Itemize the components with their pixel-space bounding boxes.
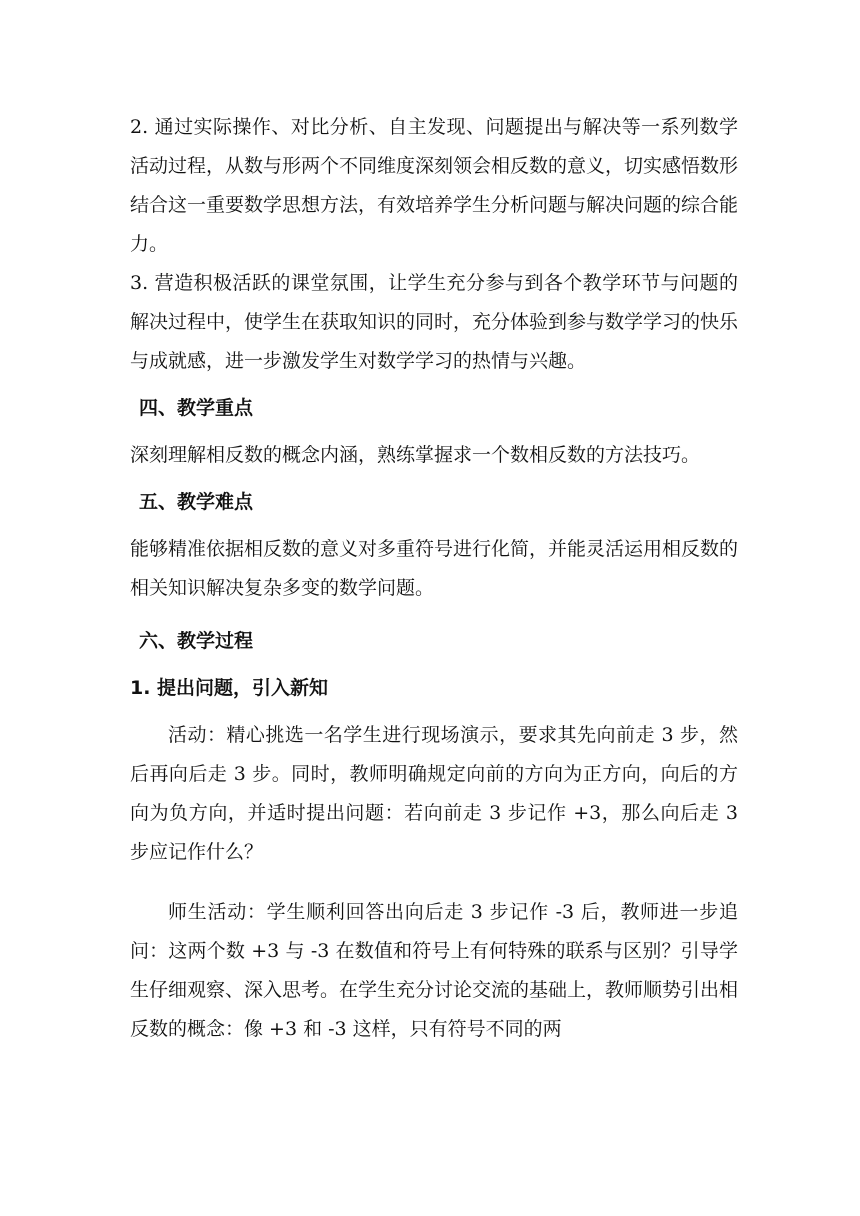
- section-heading-key-points: 四、教学重点: [139, 397, 254, 419]
- key-points-text: 深刻理解相反数的概念内涵，熟练掌握求一个数相反数的方法技巧。: [130, 444, 701, 466]
- document-page: [130, 108, 738, 1049]
- teacher-student-paragraph: 师生活动：学生顺利回答出向后走 3 步记作 -3 后，教师进一步追问：这两个数 +3 与 -3 在数值和符号上有何特殊的联系与区别？引导学生仔细观察、深入思考。在学生充分讨论交流的基础上，教师顺势引出相反数的概念：像 +3 和 -3 这样，只有符号不同的两: [130, 901, 739, 1040]
- subsection-heading-step1: 1. 提出问题，引入新知: [130, 677, 329, 699]
- section-heading-difficulties: 五、教学难点: [139, 491, 254, 513]
- section-heading-process: 六、教学过程: [139, 630, 254, 652]
- difficulties-text: 能够精准依据相反数的意义对多重符号进行化简，并能灵活运用相反数的相关知识解决复杂多变的数学问题。: [130, 538, 739, 599]
- goal-item-2: 2. 通过实际操作、对比分析、自主发现、问题提出与解决等一系列数学活动过程，从数与形两个不同维度深刻领会相反数的意义，切实感悟数形结合这一重要数学思想方法，有效培养学生分析问题与解决问题的综合能力。: [130, 116, 739, 255]
- goal-item-3: 3. 营造积极活跃的课堂氛围，让学生充分参与到各个教学环节与问题的解决过程中，使学生在获取知识的同时，充分体验到参与数学学习的快乐与成就感，进一步激发学生对数学学习的热情与兴趣。: [130, 272, 739, 372]
- activity-paragraph: 活动：精心挑选一名学生进行现场演示，要求其先向前走 3 步，然后再向后走 3 步。同时，教师明确规定向前的方向为正方向，向后的方向为负方向，并适时提出问题：若向前走 3 步记作 +3，那么向后走 3 步应记作什么？: [130, 724, 738, 863]
